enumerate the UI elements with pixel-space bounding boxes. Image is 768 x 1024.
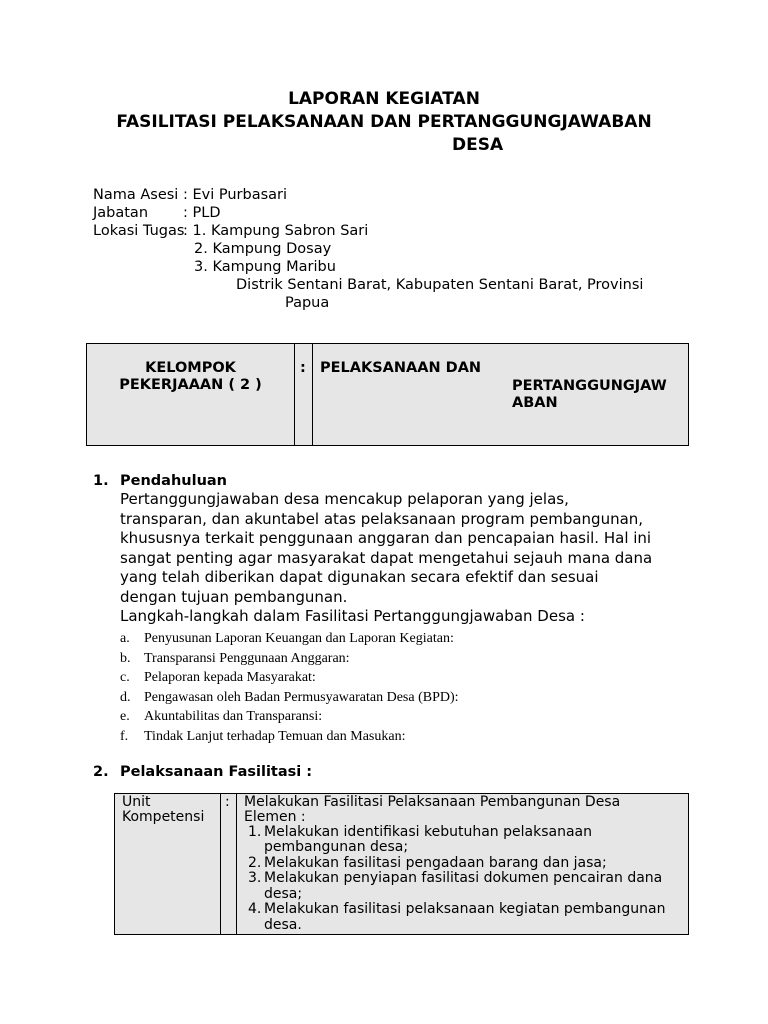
unit-kompetensi-table xyxy=(114,793,689,935)
kelompok-value-2: PERTANGGUNGJAW xyxy=(512,378,667,394)
lokasi-value: : 1. Kampung Sabron Sari xyxy=(183,223,369,239)
section-1-heading: Pendahuluan xyxy=(120,473,227,489)
paragraph-line: Pertanggungjawaban desa mencakup pelaporan yang jelas, xyxy=(120,490,569,508)
list-text: Pengawasan oleh Badan Permusyawaratan Desa (BPD): xyxy=(144,689,459,705)
paragraph-line: dengan tujuan pembangunan. xyxy=(120,587,348,606)
table-divider xyxy=(312,344,313,445)
elemen-text: Melakukan penyiapan fasilitasi dokumen pencairan dana xyxy=(264,870,663,886)
paragraph-line: khususnya terkait penggunaan anggaran dan pencapaian hasil. Hal ini xyxy=(120,529,652,547)
title-line-2: FASILITASI PELAKSANAAN DAN PERTANGGUNGJAWABAN xyxy=(116,112,652,132)
table-divider xyxy=(220,794,221,934)
nama-label: Nama Asesi xyxy=(93,187,179,203)
jabatan-label: Jabatan xyxy=(93,205,149,221)
elemen-text: Melakukan fasilitasi pengadaan barang dan jasa; xyxy=(264,855,607,871)
list-text: Transparansi Penggunaan Anggaran: xyxy=(144,650,350,666)
list-marker: e. xyxy=(120,709,130,724)
table-divider xyxy=(236,794,237,934)
elemen-text: desa. xyxy=(264,917,302,933)
elemen-marker: 1. xyxy=(248,824,262,840)
elemen-marker: 3. xyxy=(248,870,262,886)
elemen-text: Melakukan identifikasi kebutuhan pelaksanaan xyxy=(264,824,592,840)
list-text: Akuntabilitas dan Transparansi: xyxy=(144,709,323,724)
paragraph-line: yang telah diberikan dapat digunakan secara efektif dan sesuai xyxy=(120,568,599,586)
list-marker: d. xyxy=(120,689,131,705)
unit-title: Melakukan Fasilitasi Pelaksanaan Pembangunan Desa xyxy=(244,794,621,810)
elemen-text: Melakukan fasilitasi pelaksanaan kegiatan pembangunan xyxy=(264,901,666,917)
lokasi-item-3: 3. Kampung Maribu xyxy=(194,259,336,275)
unit-label-1: Unit xyxy=(122,794,151,810)
title-line-1: LAPORAN KEGIATAN xyxy=(288,89,480,109)
distrik-line-1: Distrik Sentani Barat, Kabupaten Sentani Barat, Provinsi xyxy=(236,277,644,293)
elemen-label: Elemen : xyxy=(244,809,306,825)
kelompok-value-3: ABAN xyxy=(512,395,558,411)
kelompok-label-1: KELOMPOK xyxy=(145,360,236,376)
title-line-3: DESA xyxy=(452,135,504,155)
list-marker: f. xyxy=(120,728,129,744)
list-marker: b. xyxy=(120,650,131,666)
list-marker: c. xyxy=(120,670,130,685)
section-1-number: 1. xyxy=(93,473,109,489)
elemen-marker: 2. xyxy=(248,855,262,871)
unit-colon: : xyxy=(225,794,230,810)
paragraph-line: sangat penting agar masyarakat dapat mengetahui sejauh mana dana xyxy=(120,548,653,567)
kelompok-colon: : xyxy=(300,360,306,376)
section-2-heading: Pelaksanaan Fasilitasi : xyxy=(120,764,313,780)
steps-intro: Langkah-langkah dalam Fasilitasi Pertanggungjawaban Desa : xyxy=(120,607,585,625)
paragraph-line: transparan, dan akuntabel atas pelaksanaan program pembangunan, xyxy=(120,509,644,528)
section-2-number: 2. xyxy=(93,764,109,780)
table-divider xyxy=(294,344,295,445)
unit-label-2: Kompetensi xyxy=(122,809,205,825)
elemen-text: pembangunan desa; xyxy=(264,839,409,855)
lokasi-label: Lokasi Tugas xyxy=(93,223,185,239)
section-1-paragraph xyxy=(120,490,652,627)
kelompok-label-2: PEKERJAAAN ( 2 ) xyxy=(119,377,262,393)
list-text: Penyusunan Laporan Keuangan dan Laporan Kegiatan: xyxy=(144,631,454,646)
list-marker: a. xyxy=(120,631,130,646)
kelompok-pekerjaan-table xyxy=(86,343,689,446)
elemen-marker: 4. xyxy=(248,901,262,917)
lokasi-item-2: 2. Kampung Dosay xyxy=(194,241,332,257)
elemen-text: desa; xyxy=(264,886,303,902)
list-text: Tindak Lanjut terhadap Temuan dan Masukan: xyxy=(144,728,406,744)
distrik-line-2: Papua xyxy=(285,295,330,311)
jabatan-value: : PLD xyxy=(183,205,221,221)
nama-value: : Evi Purbasari xyxy=(183,187,288,203)
kelompok-value-1: PELAKSANAAN DAN xyxy=(320,360,482,376)
list-text: Pelaporan kepada Masyarakat: xyxy=(144,670,316,685)
